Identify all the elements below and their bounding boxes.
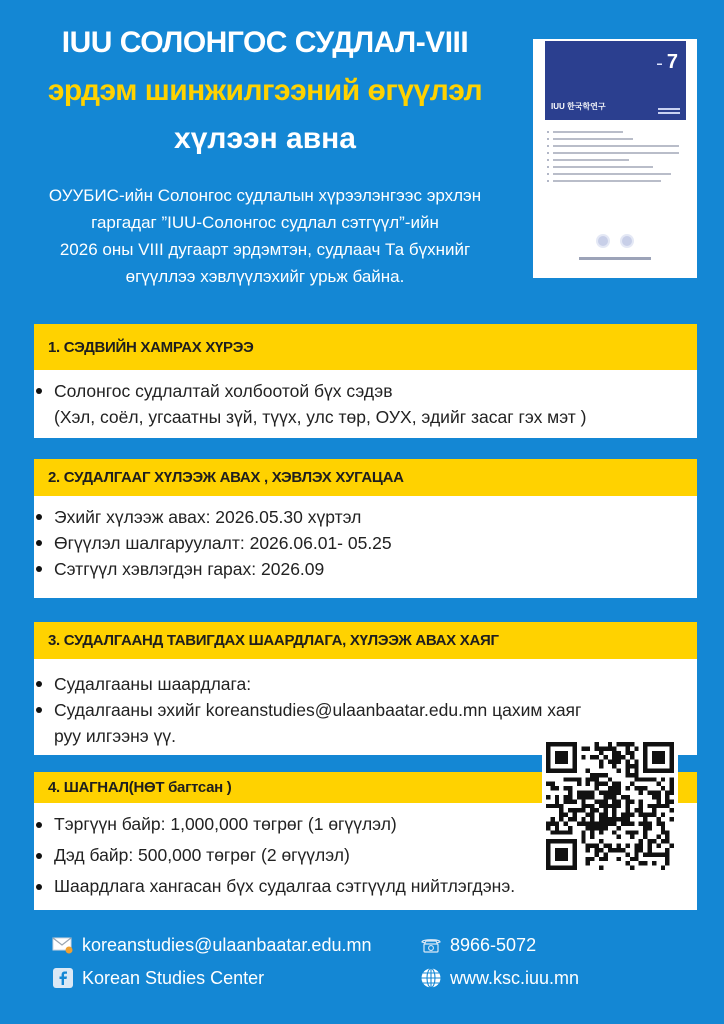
bullet-item: Судалгааны эхийг koreanstudies@ulaanbaatar.edu.mn цахим хаяг xyxy=(34,697,697,723)
telephone-icon xyxy=(420,934,442,956)
email-link[interactable]: koreanstudies@ulaanbaatar.edu.mn xyxy=(82,934,372,955)
section-heading: 3. СУДАЛГААНД ТАВИГДАХ ШААРДЛАГА, ХҮЛЭЭЖ АВАХ ХАЯГ xyxy=(34,622,697,659)
facebook-link[interactable]: Korean Studies Center xyxy=(82,967,265,988)
section-heading: 2. СУДАЛГААГ ХҮЛЭЭЖ АВАХ , ХЭВЛЭХ ХУГАЦАА xyxy=(34,459,697,496)
section-deadlines xyxy=(34,459,697,598)
title-line-1: IUU СОЛОНГОС СУДЛАЛ-VIII xyxy=(61,26,469,59)
bullet-item: Сэтгүүл хэвлэгдэн гарах: 2026.09 xyxy=(34,556,697,582)
section-body xyxy=(34,496,697,598)
intro-line: ОУУБИС-ийн Солонгос судлалын хүрээлэнгээс эрхлэн xyxy=(48,186,482,205)
bullet-item: Эхийг хүлээж авах: 2026.05.30 хүртэл xyxy=(34,504,697,530)
envelope-icon xyxy=(52,934,74,956)
title-line-2: эрдэм шинжилгээний өгүүлэл xyxy=(47,74,483,107)
cover-logos xyxy=(533,234,697,248)
university-seal-icon xyxy=(596,234,610,248)
bullet-item: Өгүүлэл шалгаруулалт: 2026.06.01- 05.25 xyxy=(34,530,697,556)
bullet-item: Тэргүүн байр: 1,000,000 төгрөг (1 өгүүлэл) xyxy=(34,809,697,840)
contact-facebook[interactable] xyxy=(52,967,264,989)
intro-line: гаргадаг ”IUU-Солонгос судлал сэтгүүл”-ийн xyxy=(91,213,439,232)
cover-issue-date: ▬ xyxy=(657,61,662,67)
bullet-item: Солонгос судлалтай холбоотой бүх сэдэв xyxy=(34,378,697,404)
bullet-continuation: руу илгээнэ үү. xyxy=(54,726,176,746)
bullet-item: Дэд байр: 500,000 төгрөг (2 өгүүлэл) xyxy=(34,840,697,871)
intro-text xyxy=(0,182,530,290)
institute-seal-icon xyxy=(620,234,634,248)
intro-line: 2026 оны VIII дугаарт эрдэмтэн, судлаач Та бүхнийг xyxy=(59,240,471,259)
cover-table-of-contents xyxy=(547,131,683,187)
section-heading: 1. СЭДВИЙН ХАМРАХ ХҮРЭЭ xyxy=(34,324,697,370)
phone-number[interactable]: 8966-5072 xyxy=(450,934,537,955)
cover-issue-number: 7 xyxy=(666,51,678,73)
contact-phone[interactable] xyxy=(420,934,536,956)
bullet-item: Шаардлага хангасан бүх судалгаа сэтгүүлд нийтлэгдэнэ. xyxy=(34,871,697,902)
intro-line: өгүүллээ хэвлүүлэхийг урьж байна. xyxy=(125,267,405,286)
bullet-continuation: (Хэл, соёл, угсаатны зүй, түүх, улс төр, ОУХ, эдийг засаг гэх мэт ) xyxy=(54,407,587,427)
cover-publisher xyxy=(579,257,651,260)
website-link[interactable]: www.ksc.iuu.mn xyxy=(450,967,580,988)
section-heading: 4. ШАГНАЛ(НӨТ багтсан ) xyxy=(34,772,697,803)
qr-code-graphic xyxy=(546,742,674,870)
contact-website[interactable] xyxy=(420,967,579,989)
journal-cover-header xyxy=(545,41,686,120)
bullet-item: Судалгааны шаардлага: xyxy=(34,671,697,697)
facebook-icon xyxy=(52,967,74,989)
poster-title xyxy=(0,18,530,164)
section-requirements xyxy=(34,622,697,755)
cover-title: IUU 한국학연구 xyxy=(551,102,606,111)
section-body xyxy=(34,370,697,438)
globe-icon xyxy=(420,967,442,989)
journal-cover-image xyxy=(533,39,697,278)
qr-code[interactable] xyxy=(542,738,678,874)
title-line-3: хүлээн авна xyxy=(174,122,356,155)
cover-issn xyxy=(658,106,680,114)
contact-email[interactable] xyxy=(52,934,371,956)
section-topic-scope xyxy=(34,324,697,438)
